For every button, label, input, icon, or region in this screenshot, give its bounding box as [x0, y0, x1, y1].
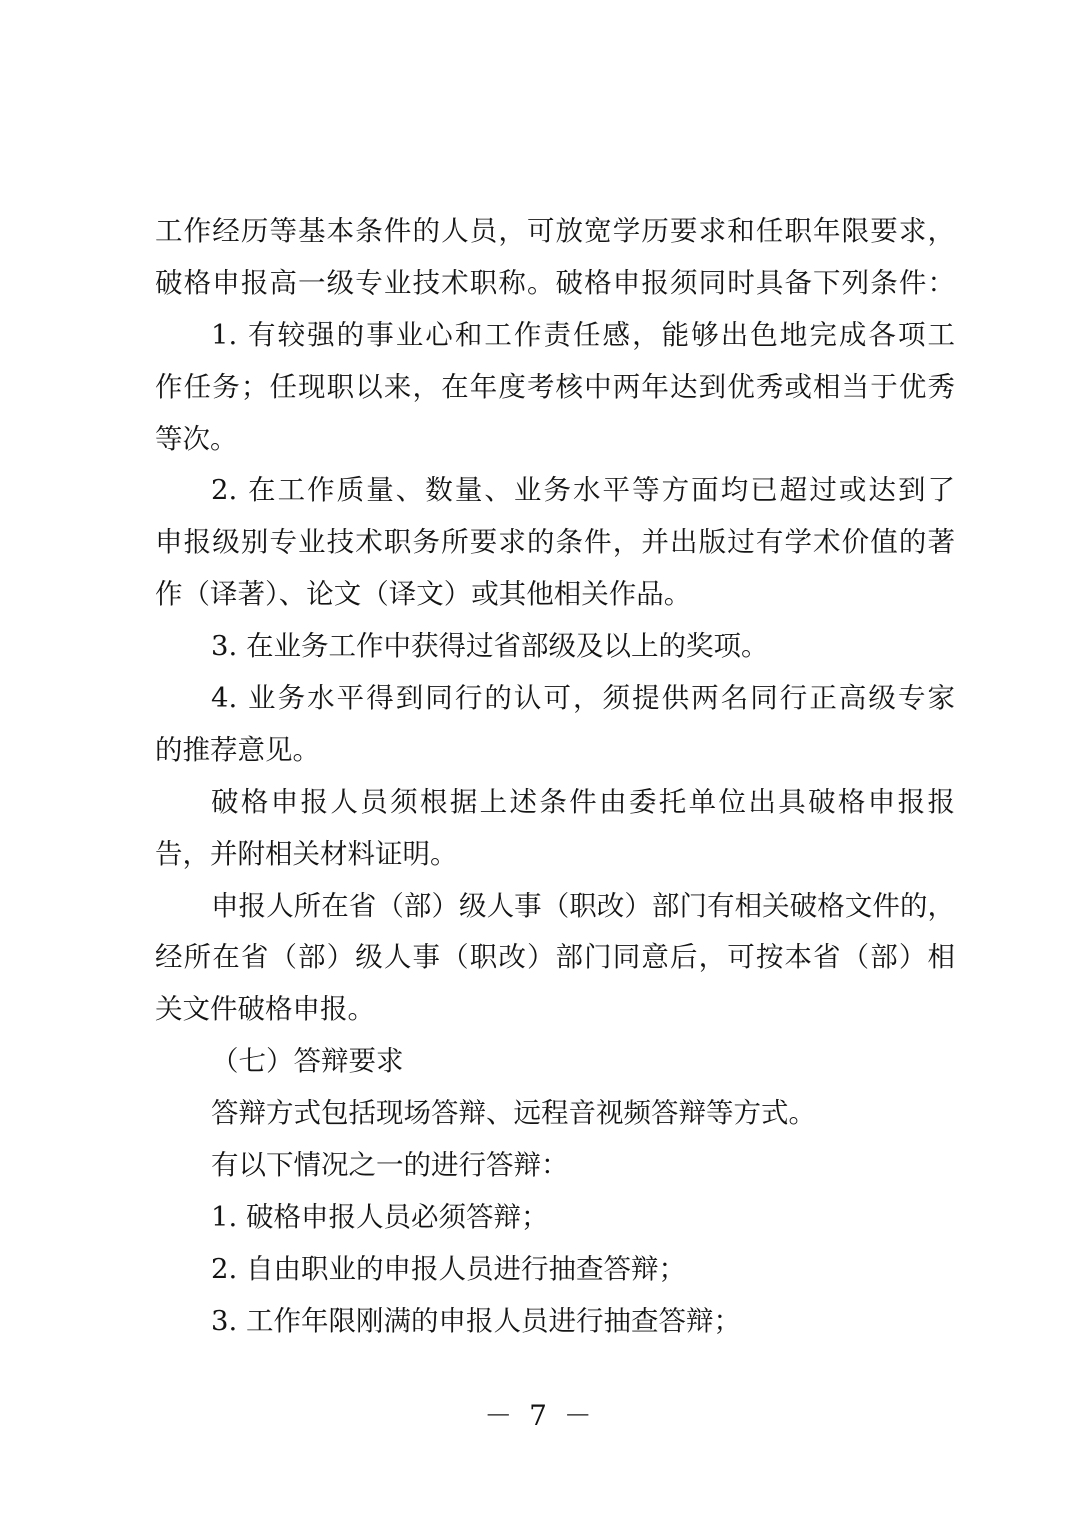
text-line: 1. 有较强的事业心和工作责任感，能够出色地完成各项工 — [211, 318, 955, 351]
text-line: 答辩方式包括现场答辩、远程音视频答辩等方式。 — [211, 1097, 816, 1130]
text-line: 申报级别专业技术职务所要求的条件，并出版过有学术价值的著 — [155, 526, 955, 559]
text-line: 作（译著）、论文（译文）或其他相关作品。 — [155, 578, 692, 611]
text-line: 3. 工作年限刚满的申报人员进行抽查答辩； — [211, 1304, 741, 1337]
text-line: 告，并附相关材料证明。 — [155, 837, 458, 870]
text-line: 等次。 — [155, 422, 238, 455]
text-line: 2. 在工作质量、数量、业务水平等方面均已超过或达到了 — [211, 474, 955, 507]
text-line: 3. 在业务工作中获得过省部级及以上的奖项。 — [211, 630, 769, 663]
text-line: 经所在省（部）级人事（职改）部门同意后，可按本省（部）相 — [155, 941, 955, 974]
document-body — [155, 206, 955, 1348]
text-line: 有以下情况之一的进行答辩： — [211, 1149, 569, 1182]
text-line: 申报人所在省（部）级人事（职改）部门有相关破格文件的， — [211, 889, 955, 922]
text-line: 工作经历等基本条件的人员，可放宽学历要求和任职年限要求， — [155, 215, 955, 247]
text-line: 破格申报高一级专业技术职称。破格申报须同时具备下列条件： — [155, 266, 955, 299]
page-number: － 7 － — [484, 1399, 596, 1432]
text-line: （七）答辩要求 — [211, 1045, 404, 1078]
text-line: 1. 破格申报人员必须答辩； — [211, 1200, 549, 1233]
text-line: 2. 自由职业的申报人员进行抽查答辩； — [211, 1252, 686, 1285]
text-line: 4. 业务水平得到同行的认可，须提供两名同行正高级专家 — [211, 682, 955, 715]
text-line: 作任务；任现职以来，在年度考核中两年达到优秀或相当于优秀 — [155, 370, 955, 403]
text-line: 关文件破格申报。 — [155, 993, 375, 1026]
text-line: 破格申报人员须根据上述条件由委托单位出具破格申报报 — [211, 785, 955, 818]
text-line: 的推荐意见。 — [155, 733, 320, 766]
